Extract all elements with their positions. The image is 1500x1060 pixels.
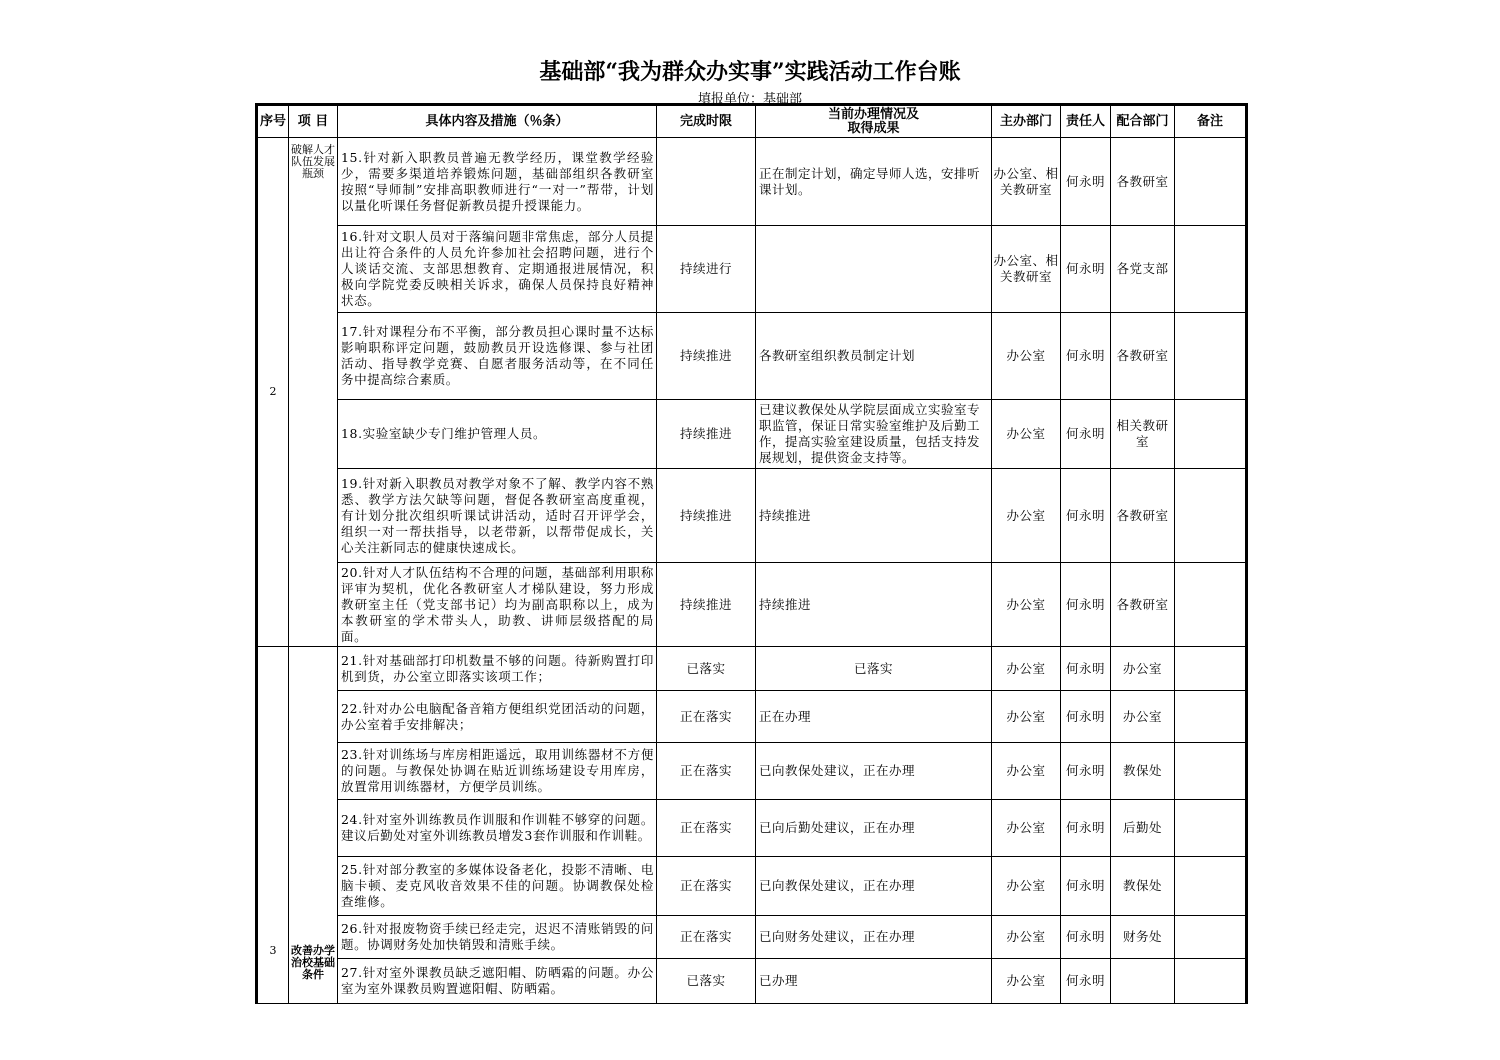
header-project: 项 目 [289,106,338,138]
note-cell [1175,138,1247,226]
person-cell: 何永明 [1061,691,1111,743]
deadline-cell: 已落实 [657,959,756,1004]
person-cell: 何永明 [1061,469,1111,563]
note-cell [1175,226,1247,313]
deadline-cell: 持续推进 [657,469,756,563]
person-cell: 何永明 [1061,138,1111,226]
table-row [258,857,1247,916]
table-row [258,563,1247,647]
person-cell: 何永明 [1061,959,1111,1004]
coop-dept-cell: 各教研室 [1111,138,1175,226]
header-row [258,106,1247,138]
coop-dept-cell: 教保处 [1111,857,1175,916]
lead-dept-cell: 办公室 [992,469,1061,563]
lead-dept-cell: 办公室 [992,857,1061,916]
note-cell [1175,916,1247,959]
coop-dept-cell: 各党支部 [1111,226,1175,313]
deadline-cell: 持续推进 [657,313,756,400]
note-cell [1175,959,1247,1004]
table-row [258,469,1247,563]
header-deadline: 完成时限 [657,106,756,138]
person-cell: 何永明 [1061,916,1111,959]
status-cell: 已向教保处建议，正在办理 [756,743,992,800]
content-cell: 17.针对课程分布不平衡，部分教员担心课时量不达标影响职称评定问题，鼓励教员开设选修课、参与社团活动、指导教学竞赛、自愿者服务活动等，在不同任务中提高综合素质。 [338,313,657,400]
content-cell: 26.针对报废物资手续已经走完，迟迟不清账销毁的问题。协调财务处加快销毁和清账手续。 [338,916,657,959]
page-title: 基础部“我为群众办实事”实践活动工作台账 [539,59,961,85]
content-cell: 27.针对室外课教员缺乏遮阳帽、防晒霜的问题。办公室为室外课教员购置遮阳帽、防晒霜。 [338,959,657,1004]
note-cell [1175,469,1247,563]
lead-dept-cell: 办公室 [992,563,1061,647]
content-cell: 21.针对基础部打印机数量不够的问题。待新购置打印机到货，办公室立即落实该项工作； [338,647,657,691]
status-cell: 持续推进 [756,469,992,563]
lead-dept-cell: 办公室、相关教研室 [992,226,1061,313]
reporting-unit: 填报单位：基础部 [697,92,802,107]
lead-dept-cell: 办公室 [992,691,1061,743]
status-cell: 已向财务处建议，正在办理 [756,916,992,959]
deadline-cell [657,138,756,226]
status-cell: 已落实 [756,647,992,691]
coop-dept-cell: 办公室 [1111,647,1175,691]
person-cell: 何永明 [1061,743,1111,800]
header-no: 序号 [258,106,289,138]
lead-dept-cell: 办公室 [992,959,1061,1004]
content-cell: 18.实验室缺少专门维护管理人员。 [338,400,657,469]
person-cell: 何永明 [1061,857,1111,916]
note-cell [1175,400,1247,469]
group-number: 3 [258,647,289,1004]
table-row [258,691,1247,743]
content-cell: 19.针对新入职教员对教学对象不了解、教学内容不熟悉、教学方法欠缺等问题，督促各教研室高度重视，有计划分批次组织听课试讲活动，适时召开评学会，组织一对一帮扶指导，以老带新，以帮带促成长，关心关注新同志的健康快速成长。 [338,469,657,563]
note-cell [1175,857,1247,916]
note-cell [1175,563,1247,647]
table-row [258,743,1247,800]
status-cell: 已向后勤处建议，正在办理 [756,800,992,857]
status-cell: 已办理 [756,959,992,1004]
person-cell: 何永明 [1061,226,1111,313]
header-status: 当前办理情况及 取得成果 [756,106,992,138]
status-cell [756,226,992,313]
content-cell: 15.针对新入职教员普遍无教学经历，课堂教学经验少，需要多渠道培养锻炼问题，基础部组织各教研室按照“导师制”安排高职教师进行“一对一”帮带，计划以量化听课任务督促新教员提升授课能力。 [338,138,657,226]
coop-dept-cell [1111,959,1175,1004]
note-cell [1175,647,1247,691]
content-cell: 20.针对人才队伍结构不合理的问题，基础部利用职称评审为契机，优化各教研室人才梯队建设，努力形成教研室主任（党支部书记）均为副高职称以上，成为本教研室的学术带头人，助教、讲师层级搭配的局面。 [338,563,657,647]
status-cell: 已向教保处建议，正在办理 [756,857,992,916]
content-cell: 25.针对部分教室的多媒体设备老化，投影不清晰、电脑卡顿、麦克风收音效果不佳的问题。协调教保处检查维修。 [338,857,657,916]
note-cell [1175,743,1247,800]
group-project: 破解人才队伍发展瓶颈 [289,138,338,647]
lead-dept-cell: 办公室 [992,400,1061,469]
group-project: 改善办学治校基础条件 [289,647,338,1004]
person-cell: 何永明 [1061,313,1111,400]
note-cell [1175,800,1247,857]
table-row [258,647,1247,691]
status-cell: 已建议教保处从学院层面成立实验室专职监管，保证日常实验室维护及后勤工作，提高实验室建设质量，包括支持发展规划，提供资金支持等。 [756,400,992,469]
lead-dept-cell: 办公室、相关教研室 [992,138,1061,226]
status-cell: 正在办理 [756,691,992,743]
content-cell: 23.针对训练场与库房相距遥远，取用训练器材不方便的问题。与教保处协调在贴近训练场建设专用库房，放置常用训练器材，方便学员训练。 [338,743,657,800]
content-cell: 24.针对室外训练教员作训服和作训鞋不够穿的问题。建议后勤处对室外训练教员增发3套作训服和作训鞋。 [338,800,657,857]
ledger-sheet [255,103,1248,1004]
table-row [258,959,1247,1004]
deadline-cell: 正在落实 [657,800,756,857]
table-row [258,313,1247,400]
coop-dept-cell: 各教研室 [1111,469,1175,563]
status-cell: 持续推进 [756,563,992,647]
ledger-table [257,105,1248,1004]
table-row [258,400,1247,469]
deadline-cell: 已落实 [657,647,756,691]
deadline-cell: 持续推进 [657,563,756,647]
deadline-cell: 正在落实 [657,857,756,916]
coop-dept-cell: 办公室 [1111,691,1175,743]
coop-dept-cell: 教保处 [1111,743,1175,800]
table-row [258,800,1247,857]
lead-dept-cell: 办公室 [992,647,1061,691]
content-cell: 22.针对办公电脑配备音箱方便组织党团活动的问题，办公室着手安排解决； [338,691,657,743]
table-row [258,138,1247,226]
person-cell: 何永明 [1061,563,1111,647]
coop-dept-cell: 相关教研室 [1111,400,1175,469]
header-content: 具体内容及措施（％条） [338,106,657,138]
lead-dept-cell: 办公室 [992,743,1061,800]
lead-dept-cell: 办公室 [992,313,1061,400]
table-row [258,226,1247,313]
header-person: 责任人 [1061,106,1111,138]
note-cell [1175,691,1247,743]
deadline-cell: 正在落实 [657,916,756,959]
lead-dept-cell: 办公室 [992,800,1061,857]
person-cell: 何永明 [1061,800,1111,857]
deadline-cell: 正在落实 [657,691,756,743]
status-cell: 各教研室组织教员制定计划 [756,313,992,400]
table-row [258,916,1247,959]
coop-dept-cell: 各教研室 [1111,563,1175,647]
coop-dept-cell: 各教研室 [1111,313,1175,400]
person-cell: 何永明 [1061,647,1111,691]
status-cell: 正在制定计划，确定导师人选，安排听课计划。 [756,138,992,226]
content-cell: 16.针对文职人员对于落编问题非常焦虑，部分人员提出让符合条件的人员允许参加社会招聘问题，进行个人谈话交流、支部思想教育、定期通报进展情况，积极向学院党委反映相关诉求，确保人员保持良好精神状态。 [338,226,657,313]
lead-dept-cell: 办公室 [992,916,1061,959]
note-cell [1175,313,1247,400]
coop-dept-cell: 后勤处 [1111,800,1175,857]
header-note: 备注 [1175,106,1247,138]
group-number: 2 [258,138,289,647]
coop-dept-cell: 财务处 [1111,916,1175,959]
deadline-cell: 持续推进 [657,400,756,469]
deadline-cell: 持续进行 [657,226,756,313]
header-lead-dept: 主办部门 [992,106,1061,138]
person-cell: 何永明 [1061,400,1111,469]
deadline-cell: 正在落实 [657,743,756,800]
header-coop-dept: 配合部门 [1111,106,1175,138]
